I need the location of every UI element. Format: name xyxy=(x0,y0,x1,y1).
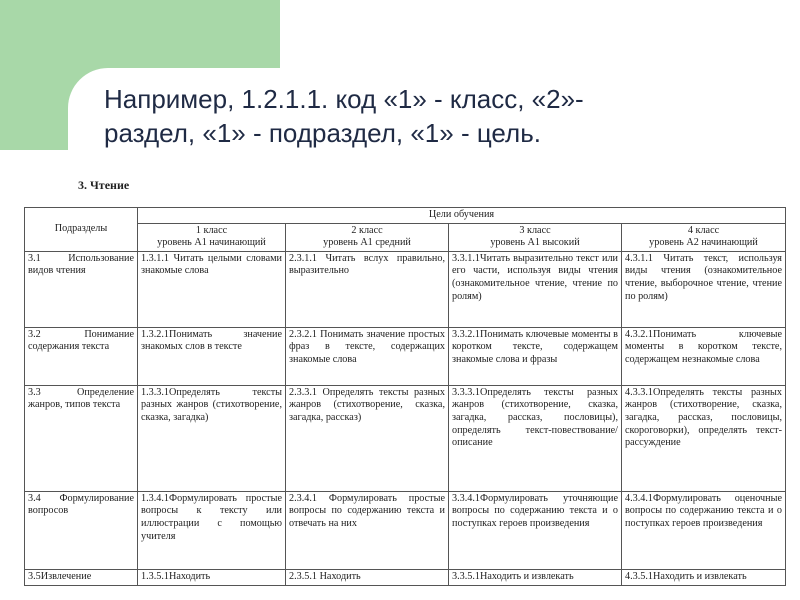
goal-cell: 3.3.3.1Определять тексты разных жанров (стихотворение, сказка, загадка, рассказ, пословицы), определять текст-повествование/описание xyxy=(449,385,622,491)
goal-cell: 4.3.3.1Определять тексты разных жанров (стихотворение, сказка, загадка, рассказ, пословицы, скороговорки), определять текст-рассуждение xyxy=(622,385,786,491)
grade-4-header xyxy=(622,223,786,251)
table-header-row xyxy=(25,208,786,224)
grade-1-header xyxy=(138,223,286,251)
grade-label: 4 класс xyxy=(687,224,720,236)
table-row xyxy=(25,327,786,385)
table-subheader-row xyxy=(25,223,786,251)
goal-cell: 2.3.5.1 Находить xyxy=(286,569,449,585)
goals-header: Цели обучения xyxy=(138,208,786,224)
goal-cell: 1.3.5.1Находить xyxy=(138,569,286,585)
subsection-cell: 3.5Извлечение xyxy=(25,569,138,585)
grade-label: 3 класс xyxy=(519,224,551,236)
goal-cell: 3.3.5.1Находить и извлекать xyxy=(449,569,622,585)
level-label: уровень А2 начинающий xyxy=(649,237,758,249)
goal-cell: 3.3.1.1Читать выразительно текст или его части, используя виды чтения (ознакомительное чтение, чтение по ролям) xyxy=(449,251,622,327)
section-title: 3. Чтение xyxy=(78,178,130,192)
subsection-cell: 3.1 Использование видов чтения xyxy=(25,251,138,327)
subsections-header: Подразделы xyxy=(25,208,138,252)
goal-cell: 1.3.4.1Формулировать простые вопросы к тексту или иллюстрации с помощью учителя xyxy=(138,491,286,569)
goal-cell: 2.3.4.1 Формулировать простые вопросы по содержанию текста и отвечать на них xyxy=(286,491,449,569)
goal-cell: 4.3.5.1Находить и извлекать xyxy=(622,569,786,585)
level-label: уровень А1 высокий xyxy=(490,237,580,249)
goal-cell: 4.3.4.1Формулировать оценочные вопросы по содержанию текста и о поступках героев произведения xyxy=(622,491,786,569)
goal-cell: 3.3.2.1Понимать ключевые моменты в коротком тексте, содержащем знакомые слова и фразы xyxy=(449,327,622,385)
goal-cell: 1.3.1.1 Читать целыми словами знакомые слова xyxy=(138,251,286,327)
goal-cell: 2.3.2.1 Понимать значение простых фраз в тексте, содержащих знакомые слова xyxy=(286,327,449,385)
grade-label: 2 класс xyxy=(351,224,383,236)
goal-cell: 4.3.2.1Понимать ключевые моменты в коротком тексте, содержащем незнакомые слова xyxy=(622,327,786,385)
goal-cell: 4.3.1.1 Читать текст, используя виды чтения (ознакомительное чтение, выборочное чтение, чтение по ролям) xyxy=(622,251,786,327)
goal-cell: 2.3.1.1 Читать вслух правильно, выразительно xyxy=(286,251,449,327)
grade-label: 1 класс xyxy=(195,224,228,236)
goal-cell: 1.3.3.1Определять тексты разных жанров (стихотворение, сказка, загадка) xyxy=(138,385,286,491)
slide-title: Например, 1.2.1.1. код «1» - класс, «2»- раздел, «1» - подраздел, «1» - цель. xyxy=(104,84,584,148)
table-row xyxy=(25,569,786,585)
subsection-cell: 3.2 Понимание содержания текста xyxy=(25,327,138,385)
subsection-cell: 3.3 Определение жанров, типов текста xyxy=(25,385,138,491)
level-label: уровень А1 средний xyxy=(323,237,411,249)
level-label: уровень А1 начинающий xyxy=(157,237,266,249)
goal-cell: 2.3.3.1 Определять тексты разных жанров (стихотворение, сказка, загадка, рассказ) xyxy=(286,385,449,491)
grade-2-header xyxy=(286,223,449,251)
table-row xyxy=(25,491,786,569)
table-row xyxy=(25,251,786,327)
subsection-cell: 3.4 Формулирование вопросов xyxy=(25,491,138,569)
curriculum-table xyxy=(24,207,786,586)
grade-3-header xyxy=(449,223,622,251)
goal-cell: 1.3.2.1Понимать значение знакомых слов в тексте xyxy=(138,327,286,385)
table-row xyxy=(25,385,786,491)
goal-cell: 3.3.4.1Формулировать уточняющие вопросы по содержанию текста и о поступках героев произведения xyxy=(449,491,622,569)
